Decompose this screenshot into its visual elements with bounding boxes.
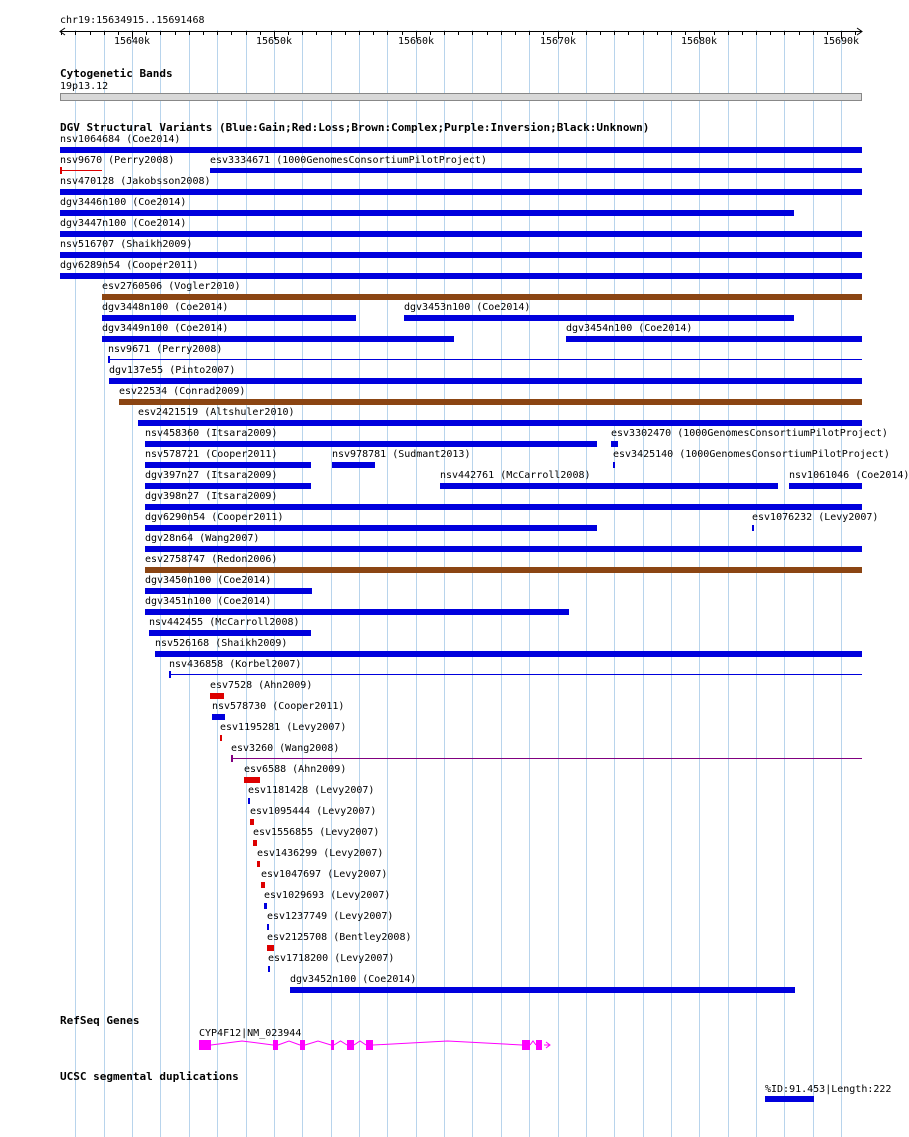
segdup-item-label[interactable]: %ID:91.453|Length:222 (765, 1084, 892, 1095)
variant-label[interactable]: esv22534 (Conrad2009) (119, 386, 246, 397)
variant-bar[interactable] (248, 798, 250, 804)
variant-label[interactable]: esv6588 (Ahn2009) (244, 764, 347, 775)
gene-exon[interactable] (347, 1040, 354, 1050)
variant-label[interactable]: nsv458360 (Itsara2009) (145, 428, 278, 439)
gene-intron (354, 1041, 366, 1045)
variant-bar[interactable] (60, 252, 862, 258)
variant-label[interactable]: dgv3448n100 (Coe2014) (102, 302, 229, 313)
variant-bar[interactable] (257, 861, 260, 867)
gene-exon[interactable] (300, 1040, 305, 1050)
variant-label[interactable]: esv2125708 (Bentley2008) (267, 932, 412, 943)
variant-bar[interactable] (60, 170, 102, 171)
variant-bar[interactable] (145, 609, 569, 615)
variant-label[interactable]: esv2760506 (Vogler2010) (102, 281, 241, 292)
ruler-tick-label: 15680k (680, 36, 718, 47)
variant-bar[interactable] (210, 693, 224, 699)
variant-end-cap (169, 671, 171, 678)
ruler-tick-label: 15690k (822, 36, 860, 47)
variant-label[interactable]: esv1181428 (Levy2007) (248, 785, 375, 796)
variant-bar[interactable] (145, 462, 311, 468)
variant-bar[interactable] (611, 441, 618, 447)
variant-label[interactable]: nsv1061046 (Coe2014) (789, 470, 909, 481)
variant-label[interactable]: dgv3454n100 (Coe2014) (566, 323, 693, 334)
variant-bar[interactable] (60, 189, 862, 195)
variant-label[interactable]: esv7528 (Ahn2009) (210, 680, 313, 691)
variant-label[interactable]: dgv3446n100 (Coe2014) (60, 197, 187, 208)
variant-bar[interactable] (264, 903, 267, 909)
variant-bar[interactable] (60, 231, 862, 237)
variant-bar[interactable] (404, 315, 794, 321)
variant-label[interactable]: esv3302470 (1000GenomesConsortiumPilotProject) (611, 428, 888, 439)
gene-intron (334, 1041, 347, 1045)
variant-bar[interactable] (108, 359, 862, 360)
variant-bar[interactable] (145, 546, 862, 552)
gene-intron (530, 1041, 536, 1045)
variant-bar[interactable] (102, 294, 862, 300)
variant-bar[interactable] (60, 273, 862, 279)
variant-bar[interactable] (250, 819, 254, 825)
variant-bar[interactable] (566, 336, 862, 342)
variant-label[interactable]: esv2421519 (Altshuler2010) (138, 407, 295, 418)
variant-bar[interactable] (145, 567, 862, 573)
variant-bar[interactable] (267, 924, 269, 930)
variant-end-cap (108, 356, 110, 363)
variant-label[interactable]: dgv397n27 (Itsara2009) (145, 470, 278, 481)
variant-label[interactable]: nsv978781 (Sudmant2013) (332, 449, 471, 460)
variant-label[interactable]: esv1029693 (Levy2007) (264, 890, 391, 901)
variant-bar[interactable] (145, 504, 862, 510)
variant-bar[interactable] (169, 674, 862, 675)
variant-label[interactable]: esv1556855 (Levy2007) (253, 827, 380, 838)
gene-exon[interactable] (522, 1040, 530, 1050)
variant-bar[interactable] (210, 168, 862, 173)
variant-bar[interactable] (109, 378, 862, 384)
gene-exon[interactable] (199, 1040, 211, 1050)
variant-bar[interactable] (145, 588, 312, 594)
variant-label[interactable]: nsv9671 (Perry2008) (108, 344, 223, 355)
variant-bar[interactable] (244, 777, 260, 783)
variant-bar[interactable] (212, 714, 225, 720)
variant-bar[interactable] (119, 399, 862, 405)
variant-bar[interactable] (102, 315, 356, 321)
variant-label[interactable]: dgv6290n54 (Cooper2011) (145, 512, 284, 523)
variant-bar[interactable] (60, 210, 794, 216)
variant-bar[interactable] (102, 336, 454, 342)
variant-bar[interactable] (261, 882, 265, 888)
variant-bar[interactable] (789, 483, 862, 489)
ruler-tick-label: 15660k (397, 36, 435, 47)
variant-label[interactable]: nsv442455 (McCarroll2008) (149, 617, 300, 628)
gene-exon[interactable] (366, 1040, 373, 1050)
cytoband-label: 19p13.12 (60, 81, 109, 92)
variant-label[interactable]: dgv398n27 (Itsara2009) (145, 491, 278, 502)
variant-bar[interactable] (60, 147, 862, 153)
variant-label[interactable]: nsv578730 (Cooper2011) (212, 701, 345, 712)
variant-bar[interactable] (253, 840, 257, 846)
variant-label[interactable]: nsv578721 (Cooper2011) (145, 449, 278, 460)
variant-label[interactable]: esv1047697 (Levy2007) (261, 869, 388, 880)
variant-bar[interactable] (290, 987, 795, 993)
cytoband-bar[interactable] (60, 93, 862, 101)
variant-label[interactable]: esv1718200 (Levy2007) (268, 953, 395, 964)
variant-label[interactable]: esv3260 (Wang2008) (231, 743, 340, 754)
ruler-position: chr19:15634915..15691468 (60, 15, 205, 26)
variant-label[interactable]: nsv436858 (Korbel2007) (169, 659, 302, 670)
variant-label[interactable]: dgv3447n100 (Coe2014) (60, 218, 187, 229)
variant-bar[interactable] (149, 630, 311, 636)
variant-bar[interactable] (613, 462, 615, 468)
gene-intron (278, 1041, 300, 1045)
gene-exon[interactable] (536, 1040, 542, 1050)
variant-bar[interactable] (440, 483, 778, 489)
refseq-gene-model[interactable] (0, 1036, 890, 1054)
variant-label[interactable]: esv1195281 (Levy2007) (220, 722, 347, 733)
variant-label[interactable]: esv1076232 (Levy2007) (752, 512, 879, 523)
gene-intron (305, 1041, 331, 1045)
ruler-tick-label: 15670k (539, 36, 577, 47)
variant-label[interactable]: nsv516707 (Shaikh2009) (60, 239, 193, 250)
variant-label[interactable]: esv1095444 (Levy2007) (250, 806, 377, 817)
variant-label[interactable]: esv1436299 (Levy2007) (257, 848, 384, 859)
variant-bar[interactable] (267, 945, 274, 951)
variant-bar[interactable] (268, 966, 270, 972)
segdup-feature[interactable] (765, 1096, 814, 1102)
variant-end-cap (60, 167, 62, 174)
variant-bar[interactable] (155, 651, 862, 657)
gene-exon[interactable] (331, 1040, 334, 1050)
cytobands-track-title[interactable]: Cytogenetic Bands (60, 67, 173, 80)
variant-bar[interactable] (145, 483, 311, 489)
variant-bar[interactable] (145, 441, 597, 447)
segdups-track-title[interactable]: UCSC segmental duplications (60, 1070, 239, 1083)
variant-bar[interactable] (752, 525, 754, 531)
variant-label[interactable]: nsv9670 (Perry2008) (60, 155, 175, 166)
variant-label[interactable]: dgv137e55 (Pinto2007) (109, 365, 236, 376)
variant-label[interactable]: esv3425140 (1000GenomesConsortiumPilotProject) (613, 449, 890, 460)
gene-intron (211, 1041, 273, 1045)
variant-label[interactable]: dgv6289n54 (Cooper2011) (60, 260, 199, 271)
variant-bar[interactable] (332, 462, 375, 468)
variant-end-cap (231, 755, 233, 762)
variant-label[interactable]: esv2758747 (Redon2006) (145, 554, 278, 565)
variant-label[interactable]: dgv3453n100 (Coe2014) (404, 302, 531, 313)
variant-bar[interactable] (145, 525, 597, 531)
gene-exon[interactable] (273, 1040, 278, 1050)
variant-label[interactable]: dgv3449n100 (Coe2014) (102, 323, 229, 334)
refseq-track-title[interactable]: RefSeq Genes (60, 1014, 140, 1027)
variant-bar[interactable] (220, 735, 222, 741)
gene-strand-arrow (544, 1042, 550, 1048)
ruler-tick-label: 15640k (113, 36, 151, 47)
ruler-tick-label: 15650k (255, 36, 293, 47)
variant-label[interactable]: nsv442761 (McCarroll2008) (440, 470, 591, 481)
variant-label[interactable]: nsv1064684 (Coe2014) (60, 134, 181, 145)
refseq-gene-label[interactable]: CYP4F12|NM_023944 (199, 1028, 302, 1039)
gene-intron (373, 1041, 522, 1045)
variant-bar[interactable] (231, 758, 862, 759)
variant-label[interactable]: esv1237749 (Levy2007) (267, 911, 394, 922)
variant-label[interactable]: dgv28n64 (Wang2007) (145, 533, 260, 544)
variant-bar[interactable] (138, 420, 862, 426)
variant-label[interactable]: esv3334671 (1000GenomesConsortiumPilotProject) (210, 155, 487, 166)
variant-label[interactable]: dgv3452n100 (Coe2014) (290, 974, 417, 985)
variant-label[interactable]: nsv526168 (Shaikh2009) (155, 638, 288, 649)
variant-label[interactable]: dgv3450n100 (Coe2014) (145, 575, 272, 586)
ruler-scale (0, 25, 890, 47)
variant-label[interactable]: dgv3451n100 (Coe2014) (145, 596, 272, 607)
variant-label[interactable]: nsv470128 (Jakobsson2008) (60, 176, 211, 187)
dgv-track-title[interactable]: DGV Structural Variants (Blue:Gain;Red:Loss;Brown:Complex;Purple:Inversion;Black:Unknown) (60, 121, 650, 134)
